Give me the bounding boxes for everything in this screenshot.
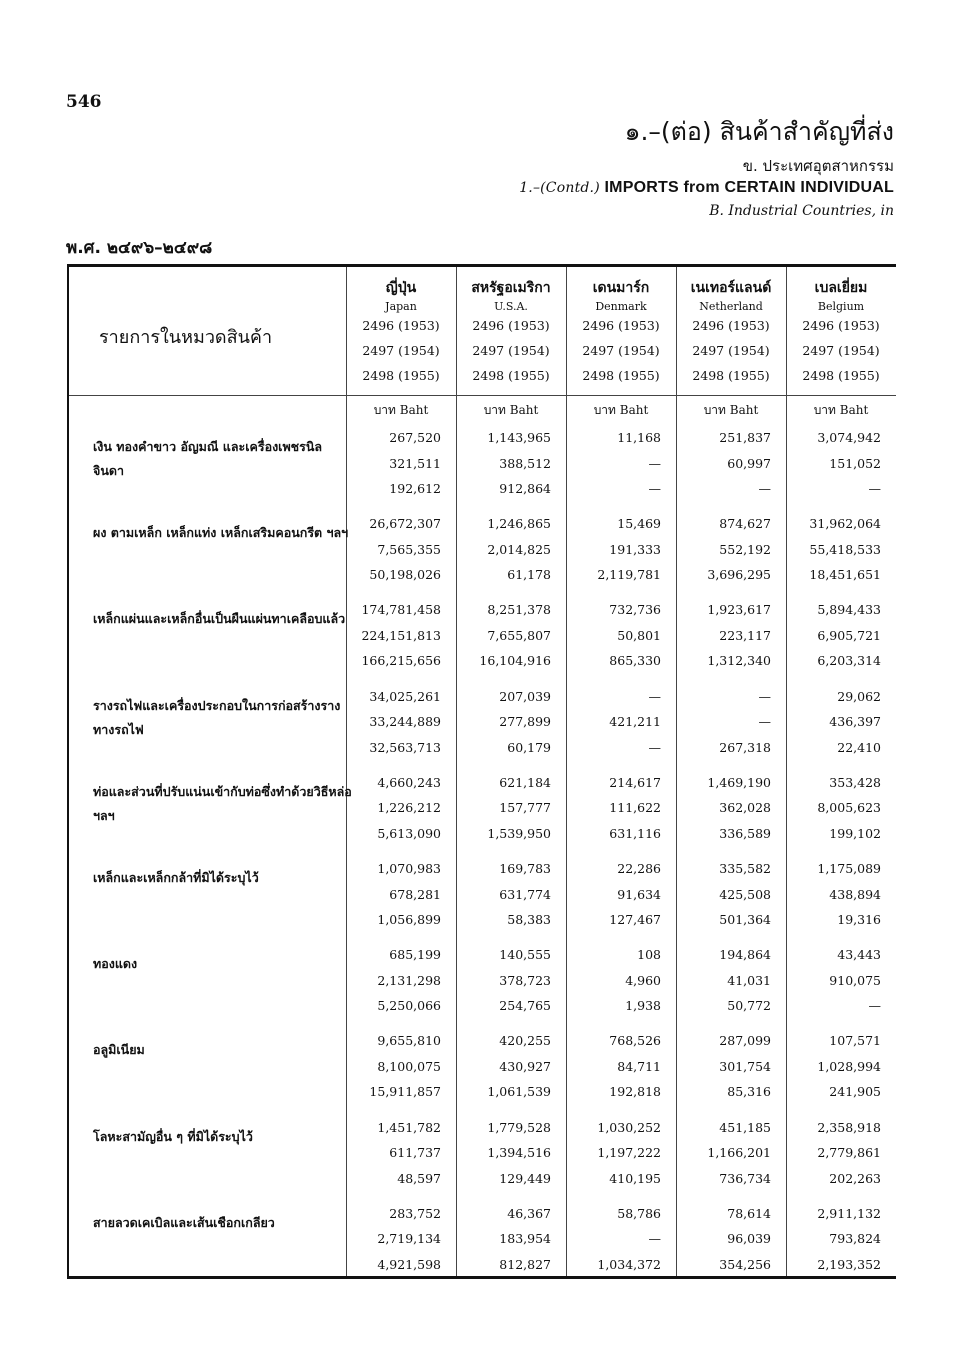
table-cell: 60,179 [507, 739, 551, 755]
year-label: 2498 (1955) [802, 368, 880, 383]
table-cell: 50,801 [617, 627, 661, 643]
table-cell: 48,597 [397, 1170, 441, 1186]
table-cell: 85,316 [727, 1084, 771, 1100]
table-cell: 241,905 [829, 1084, 881, 1100]
table-cell: 9,655,810 [377, 1033, 441, 1049]
table-cell: 354,256 [719, 1256, 771, 1272]
table-cell: 631,774 [499, 886, 551, 902]
table-cell: 4,660,243 [377, 774, 441, 790]
column-thai-name: สหรัฐอเมริกา [471, 280, 551, 296]
column-english-name: Japan [385, 300, 417, 313]
table-cell: — [868, 998, 881, 1014]
unit-label [346, 401, 456, 420]
table-cell: 29,062 [837, 688, 881, 704]
table-cell: 1,061,539 [487, 1084, 551, 1100]
title-prefix: 1.–(Contd.) [519, 180, 600, 196]
table-cell: 84,711 [617, 1058, 661, 1074]
table-cell: 6,203,314 [817, 653, 881, 669]
unit-thai: บาท [593, 403, 616, 417]
table-cell: 611,737 [389, 1145, 441, 1161]
table-cell: 50,198,026 [369, 567, 441, 583]
table-cell: 1,197,222 [597, 1145, 661, 1161]
table-cell: 50,772 [727, 998, 771, 1014]
page-subtitle-english: B. Industrial Countries, in [709, 203, 894, 219]
column-english-name: Belgium [817, 300, 865, 313]
year-label: 2498 (1955) [362, 368, 440, 383]
table-cell: 223,117 [719, 627, 771, 643]
column-header-belgium [786, 277, 896, 388]
year-label: 2496 (1953) [802, 318, 880, 333]
table-cell: 631,116 [609, 825, 661, 841]
table-cell: 214,617 [609, 774, 661, 790]
table-cell: 194,864 [719, 947, 771, 963]
table-cell: 1,779,528 [487, 1119, 551, 1135]
table-cell: 793,824 [829, 1231, 881, 1247]
year-label: 2497 (1954) [692, 343, 770, 358]
table-cell: — [648, 481, 661, 496]
table-cell: 301,754 [719, 1058, 771, 1074]
column-header-japan [346, 277, 456, 388]
table-cell: 1,143,965 [487, 430, 551, 445]
column-header-netherland [676, 277, 786, 388]
page-number: 546 [66, 92, 102, 112]
table-cell: 336,589 [719, 825, 771, 841]
table-cell: 501,364 [719, 912, 771, 927]
table-cell: 1,056,899 [377, 912, 441, 927]
table-cell: — [648, 739, 661, 755]
table-cell: 1,539,950 [487, 825, 551, 841]
table-cell: 1,034,372 [597, 1256, 661, 1272]
year-label: 2496 (1953) [582, 318, 660, 333]
table-cell: 16,104,916 [479, 653, 551, 669]
unit-label [456, 401, 566, 420]
table-cell: 34,025,261 [369, 688, 441, 704]
table-cell: 46,367 [507, 1205, 551, 1221]
unit-english: Baht [619, 403, 649, 417]
table-cell: 1,175,089 [817, 861, 881, 876]
row-label: รางรถไฟและเครื่องประกอบในการก่อสร้างรางทางรถไฟ [93, 697, 341, 737]
unit-label [676, 401, 786, 420]
row-label: ทองแดง [93, 956, 138, 972]
year-label: 2497 (1954) [472, 343, 550, 358]
unit-thai: บาท [373, 403, 396, 417]
table-cell: 2,119,781 [597, 567, 661, 583]
table-cell: 1,166,201 [707, 1145, 771, 1161]
table-cell: 11,168 [617, 430, 661, 445]
row-label: โลหะสามัญอื่น ๆ ที่มิได้ระบุไว้ [93, 1128, 253, 1144]
table-cell: 199,102 [829, 825, 881, 841]
year-label: 2496 (1953) [362, 318, 440, 333]
column-english-name: U.S.A. [494, 300, 528, 313]
row-label: สายลวดเคเบิลและเส้นเชือกเกลียว [93, 1214, 275, 1230]
table-cell: 277,899 [499, 714, 551, 730]
table-cell: 425,508 [719, 886, 771, 902]
table-cell: 910,075 [829, 972, 881, 988]
period-label: พ.ศ. ๒๔๙๖–๒๔๙๘ [66, 238, 213, 258]
table-cell: 768,526 [609, 1033, 661, 1049]
page-subtitle-thai: ข. ประเทศอุตสาหกรรม [742, 157, 894, 175]
table-cell: 55,418,533 [809, 541, 881, 557]
table-cell: 912,864 [499, 481, 551, 496]
table-cell: 26,672,307 [369, 516, 441, 532]
row-label: ท่อและส่วนที่ปรับแน่นเข้ากับท่อซึ่งทำด้วยวิธีหล่อ ฯลฯ [93, 783, 352, 823]
table-cell: 5,613,090 [377, 825, 441, 841]
table-cell: 3,074,942 [817, 430, 881, 445]
table-cell: 421,211 [609, 714, 661, 730]
table-cell: — [758, 714, 771, 730]
table-cell: 1,226,212 [377, 800, 441, 816]
table-cell: 283,752 [389, 1205, 441, 1221]
table-cell: 1,394,516 [487, 1145, 551, 1161]
table-cell: 169,783 [499, 861, 551, 876]
table-cell: 1,469,190 [707, 774, 771, 790]
imports-table [67, 264, 896, 1279]
table-cell: 4,921,598 [377, 1256, 441, 1272]
column-header-usa [456, 277, 566, 388]
unit-thai: บาท [703, 403, 726, 417]
table-cell: 254,765 [499, 998, 551, 1014]
column-english-name: Denmark [595, 300, 647, 313]
table-cell: 1,028,994 [817, 1058, 881, 1074]
table-cell: 207,039 [499, 688, 551, 704]
table-cell: 685,199 [389, 947, 441, 963]
table-cell: 3,696,295 [707, 567, 771, 583]
year-label: 2496 (1953) [692, 318, 770, 333]
table-cell: 61,178 [507, 567, 551, 583]
unit-label [786, 401, 896, 420]
table-cell: 2,014,825 [487, 541, 551, 557]
column-thai-name: เนเทอร์แลนด์ [690, 280, 772, 296]
table-cell: 151,052 [829, 455, 881, 471]
table-cell: 60,997 [727, 455, 771, 471]
table-cell: 192,818 [609, 1084, 661, 1100]
table-cell: 19,316 [837, 912, 881, 927]
header-divider [69, 395, 896, 396]
table-cell: — [648, 1231, 661, 1247]
table-cell: 96,039 [727, 1231, 771, 1247]
table-cell: 1,938 [625, 998, 661, 1014]
table-cell: 2,358,918 [817, 1119, 881, 1135]
table-cell: 7,565,355 [377, 541, 441, 557]
row-label: ผง ตามเหล็ก เหล็กแท่ง เหล็กเสริมคอนกรีต ฯลฯ [93, 525, 349, 541]
table-cell: 2,193,352 [817, 1256, 881, 1272]
year-label: 2497 (1954) [802, 343, 880, 358]
table-cell: 108 [637, 947, 661, 963]
table-cell: 267,520 [389, 430, 441, 445]
table-cell: 58,786 [617, 1205, 661, 1221]
year-label: 2498 (1955) [472, 368, 550, 383]
table-cell: 378,723 [499, 972, 551, 988]
table-cell: 1,070,983 [377, 861, 441, 876]
table-cell: 362,028 [719, 800, 771, 816]
page-title-thai: ๑.–(ต่อ) สินค้าสำคัญที่ส่ง [624, 117, 894, 146]
unit-english: Baht [509, 403, 539, 417]
table-cell: 4,960 [625, 972, 661, 988]
title-main: IMPORTS from CERTAIN INDIVIDUAL [604, 179, 894, 196]
table-cell: 5,894,433 [817, 602, 881, 618]
table-cell: 191,333 [609, 541, 661, 557]
table-cell: 157,777 [499, 800, 551, 816]
table-cell: 127,467 [609, 912, 661, 927]
table-cell: 5,250,066 [377, 998, 441, 1014]
table-cell: 8,251,378 [487, 602, 551, 618]
row-label: อลูมิเนียม [93, 1042, 145, 1058]
column-header-denmark [566, 277, 676, 388]
table-cell: 174,781,458 [361, 602, 441, 618]
table-cell: 22,410 [837, 739, 881, 755]
table-cell: 678,281 [389, 886, 441, 902]
table-cell: — [648, 455, 661, 471]
table-cell: 2,911,132 [817, 1205, 881, 1221]
table-cell: 865,330 [609, 653, 661, 669]
table-cell: 287,099 [719, 1033, 771, 1049]
table-cell: 8,100,075 [377, 1058, 441, 1074]
table-cell: 18,451,651 [809, 567, 881, 583]
column-thai-name: เดนมาร์ก [592, 280, 650, 296]
table-cell: 321,511 [389, 455, 441, 471]
unit-thai: บาท [483, 403, 506, 417]
table-cell: 353,428 [829, 774, 881, 790]
row-label: เหล็กแผ่นและเหล็กอื่นเป็นผืนแผ่นทาเคลือบแล้ว [93, 611, 346, 627]
table-cell: 335,582 [719, 861, 771, 876]
table-cell: 1,246,865 [487, 516, 551, 532]
table-cell: 111,622 [609, 800, 661, 816]
table-cell: 552,192 [719, 541, 771, 557]
table-cell: 140,555 [499, 947, 551, 963]
column-thai-name: เบลเยี่ยม [814, 280, 868, 296]
table-cell: — [758, 481, 771, 496]
table-cell: 388,512 [499, 455, 551, 471]
table-cell: 2,131,298 [377, 972, 441, 988]
table-cell: 15,911,857 [369, 1084, 441, 1100]
year-label: 2496 (1953) [472, 318, 550, 333]
table-cell: 32,563,713 [369, 739, 441, 755]
table-cell: — [758, 688, 771, 704]
table-cell: 736,734 [719, 1170, 771, 1186]
table-cell: 2,779,861 [817, 1145, 881, 1161]
table-cell: 1,030,252 [597, 1119, 661, 1135]
table-cell: 58,383 [507, 912, 551, 927]
table-cell: 33,244,889 [369, 714, 441, 730]
table-cell: 31,962,064 [809, 516, 881, 532]
year-label: 2497 (1954) [582, 343, 660, 358]
year-label: 2497 (1954) [362, 343, 440, 358]
table-cell: 1,923,617 [707, 602, 771, 618]
column-thai-name: ญี่ปุ่น [385, 280, 417, 296]
row-label: เหล็กและเหล็กกล้าที่มิได้ระบุไว้ [93, 870, 259, 885]
unit-english: Baht [399, 403, 429, 417]
table-cell: 267,318 [719, 739, 771, 755]
unit-thai: บาท [813, 403, 836, 417]
table-cell: 410,195 [609, 1170, 661, 1186]
table-cell: — [868, 481, 881, 496]
table-cell: 202,263 [829, 1170, 881, 1186]
table-cell: 812,827 [499, 1256, 551, 1272]
table-cell: 166,215,656 [361, 653, 441, 669]
row-label: เงิน ทองคำขาว อัญมณี และเครื่องเพชรนิลจินดา [93, 439, 323, 478]
table-cell: 2,719,134 [377, 1231, 441, 1247]
table-cell: 251,837 [719, 430, 771, 445]
column-english-name: Netherland [699, 300, 763, 313]
table-cell: 1,451,782 [377, 1119, 441, 1135]
unit-label [566, 401, 676, 420]
table-cell: 6,905,721 [817, 627, 881, 643]
table-cell: 107,571 [829, 1033, 881, 1049]
table-cell: 129,449 [499, 1170, 551, 1186]
table-cell: 22,286 [617, 861, 661, 876]
table-cell: 7,655,807 [487, 627, 551, 643]
unit-english: Baht [839, 403, 869, 417]
table-cell: 874,627 [719, 516, 771, 532]
table-cell: 192,612 [389, 481, 441, 496]
table-cell: 91,634 [617, 886, 661, 902]
table-cell: 732,736 [609, 602, 661, 618]
year-label: 2498 (1955) [692, 368, 770, 383]
table-cell: 43,443 [837, 947, 881, 963]
year-label: 2498 (1955) [582, 368, 660, 383]
table-cell: 621,184 [499, 774, 551, 790]
table-cell: 78,614 [727, 1205, 771, 1221]
table-cell: 224,151,813 [361, 627, 441, 643]
table-cell: 436,397 [829, 714, 881, 730]
table-cell: 15,469 [617, 516, 661, 532]
stub-header: รายการในหมวดสินค้า [99, 327, 273, 348]
table-cell: 420,255 [499, 1033, 551, 1049]
table-cell: 451,185 [719, 1119, 771, 1135]
page-title-english [519, 179, 894, 197]
table-cell: — [648, 688, 661, 704]
table-cell: 8,005,623 [817, 800, 881, 816]
table-cell: 430,927 [499, 1058, 551, 1074]
table-cell: 183,954 [499, 1231, 551, 1247]
table-cell: 1,312,340 [707, 653, 771, 669]
table-cell: 41,031 [727, 972, 771, 988]
table-cell: 438,894 [829, 886, 881, 902]
unit-english: Baht [729, 403, 759, 417]
